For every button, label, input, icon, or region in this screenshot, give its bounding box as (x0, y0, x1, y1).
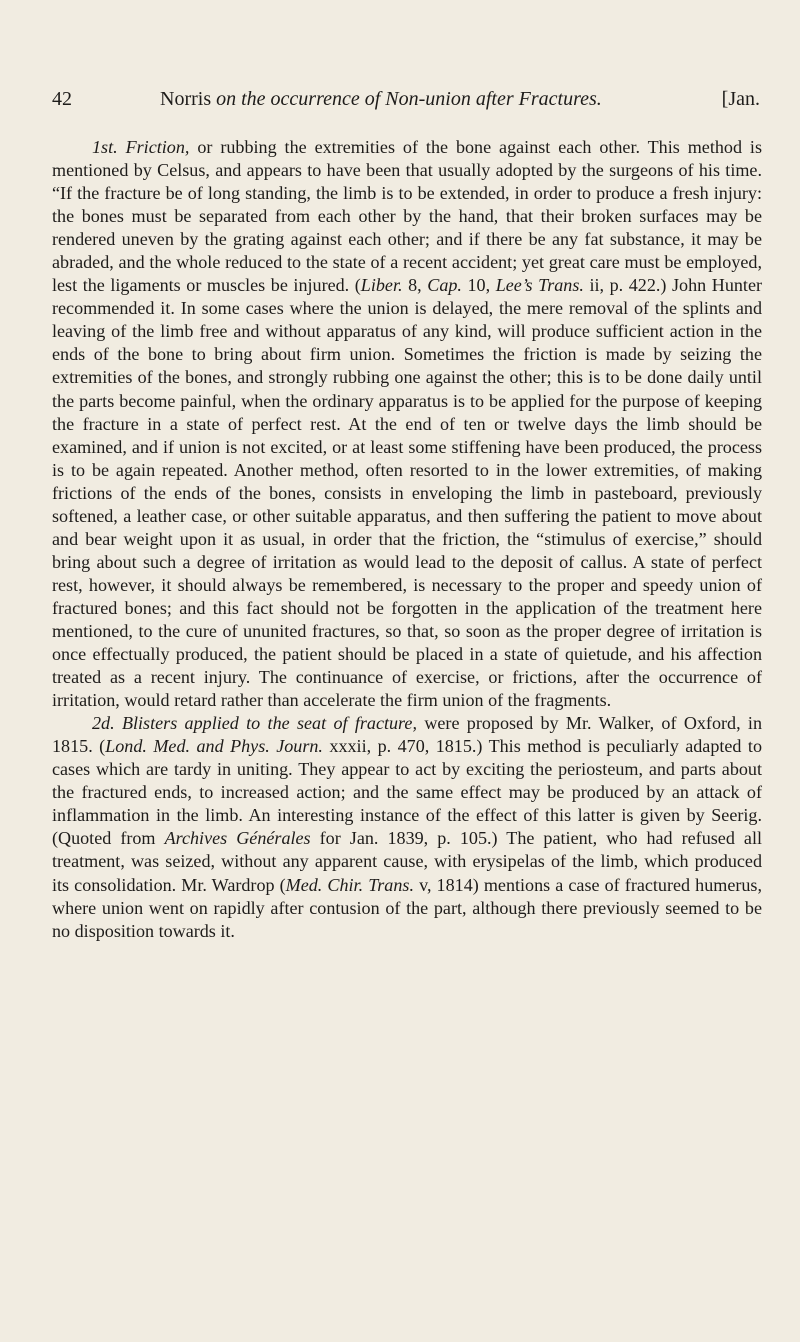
text-run: 10, (461, 275, 496, 296)
page-header (52, 88, 760, 114)
running-title (90, 88, 722, 111)
page-body (52, 136, 762, 943)
text-run: 8, (402, 275, 428, 296)
page-number: 42 (52, 88, 72, 110)
text-run: or rubbing the extremities of the bone against each other. This method is mentioned by Celsus, and appears to have been that usually adopted by the surgeons of his time. “If the fracture be of long standing, the limb is to be extended, in order to produce a fresh injury: the bones must be separated from each other by the hand, that their broken surfaces may be rendered uneven by the grating against each other; and if there be any fat substance, it may be abraded, and the whole reduced to the state of a recent accident; yet great care must be employed, lest the ligaments or muscles be injured. ( (52, 137, 762, 296)
italic-text-run: Cap. (427, 275, 462, 296)
text-run: v, 1814) mentions a case of fractured humerus, where union went on rapidly after contusion of the part, although there previously seemed to be no disposition towards it. (52, 874, 763, 941)
body-paragraph (52, 136, 762, 712)
running-title-text: on the occurrence of Non-union after Fractures. (216, 88, 602, 110)
text-run: for Jan. 1839, p. 105.) The patient, who had refused all treatment, was seized, without any apparent cause, with erysipelas of the limb, which produced its consolidation. Mr. Wardrop ( (52, 828, 762, 895)
text-run: xxxii, p. 470, 1815.) This method is peculiarly adapted to cases which are tardy in uniting. They appear to act by exciting the periosteum, and parts about the fractured ends, to increased action; and the same effect may be produced by an attack of inflammation in the limb. An interesting instance of the effect of this latter is given by Seerig. (Quoted from (52, 736, 762, 849)
running-title-author: Norris (160, 88, 212, 110)
italic-text-run: Archives Générales (164, 828, 311, 849)
italic-text-run: 1st. Friction, (92, 137, 190, 157)
text-run: ii, p. 422.) John Hunter recommended it. In some cases where the union is delayed, the mere removal of the splints and leaving of the limb free and without apparatus of any kind, will produce sufficient action in the ends of the bone to bring about firm union. Sometimes the friction is made by seizing the extremities of the bones, and strongly rubbing one against the other; this is to be done daily until the parts become painful, when the ordinary apparatus is to be applied for the purpose of keeping the fracture in a state of perfect rest. At the end of ten or twelve days the limb should be examined, and if union is not excited, or at least some stiffening have been produced, the process is to be again repeated. Another method, often resorted to in the lower extremities, of making frictions of the ends of the bones, consists in enveloping the limb in pasteboard, previously softened, a leather case, or other suitable apparatus, and then suffering the patient to move about and bear weight upon it as usual, in order that the friction, the “stimulus of exercise,” should bring about such a degree of irritation as would lead to the deposit of callus. A state of perfect rest, however, it should always be remembered, is necessary to the proper and speedy union of fractured bones; and this fact should not be forgotten in the application of the treatment here mentioned, to the cure of ununited fractures, so that, so soon as the proper degree of irritation is once effectually produced, the patient should be placed in a state of quietude, and his affection treated as a recent injury. The continuance of exercise, or frictions, after the occurrence of irritation, would retard rather than accelerate the firm union of the fragments. (52, 275, 763, 711)
running-date: [Jan. (721, 88, 760, 110)
italic-text-run: Liber. (360, 275, 403, 296)
body-paragraph (52, 712, 762, 942)
italic-text-run: Med. Chir. Trans. (285, 874, 414, 895)
italic-text-run: Lond. Med. and Phys. Journ. (105, 736, 323, 757)
text-run: were proposed by Mr. Walker, of Oxford, in 1815. ( (52, 713, 762, 757)
italic-text-run: Lee’s Trans. (495, 275, 584, 296)
italic-text-run: 2d. Blisters applied to the seat of fracture, (92, 713, 417, 734)
